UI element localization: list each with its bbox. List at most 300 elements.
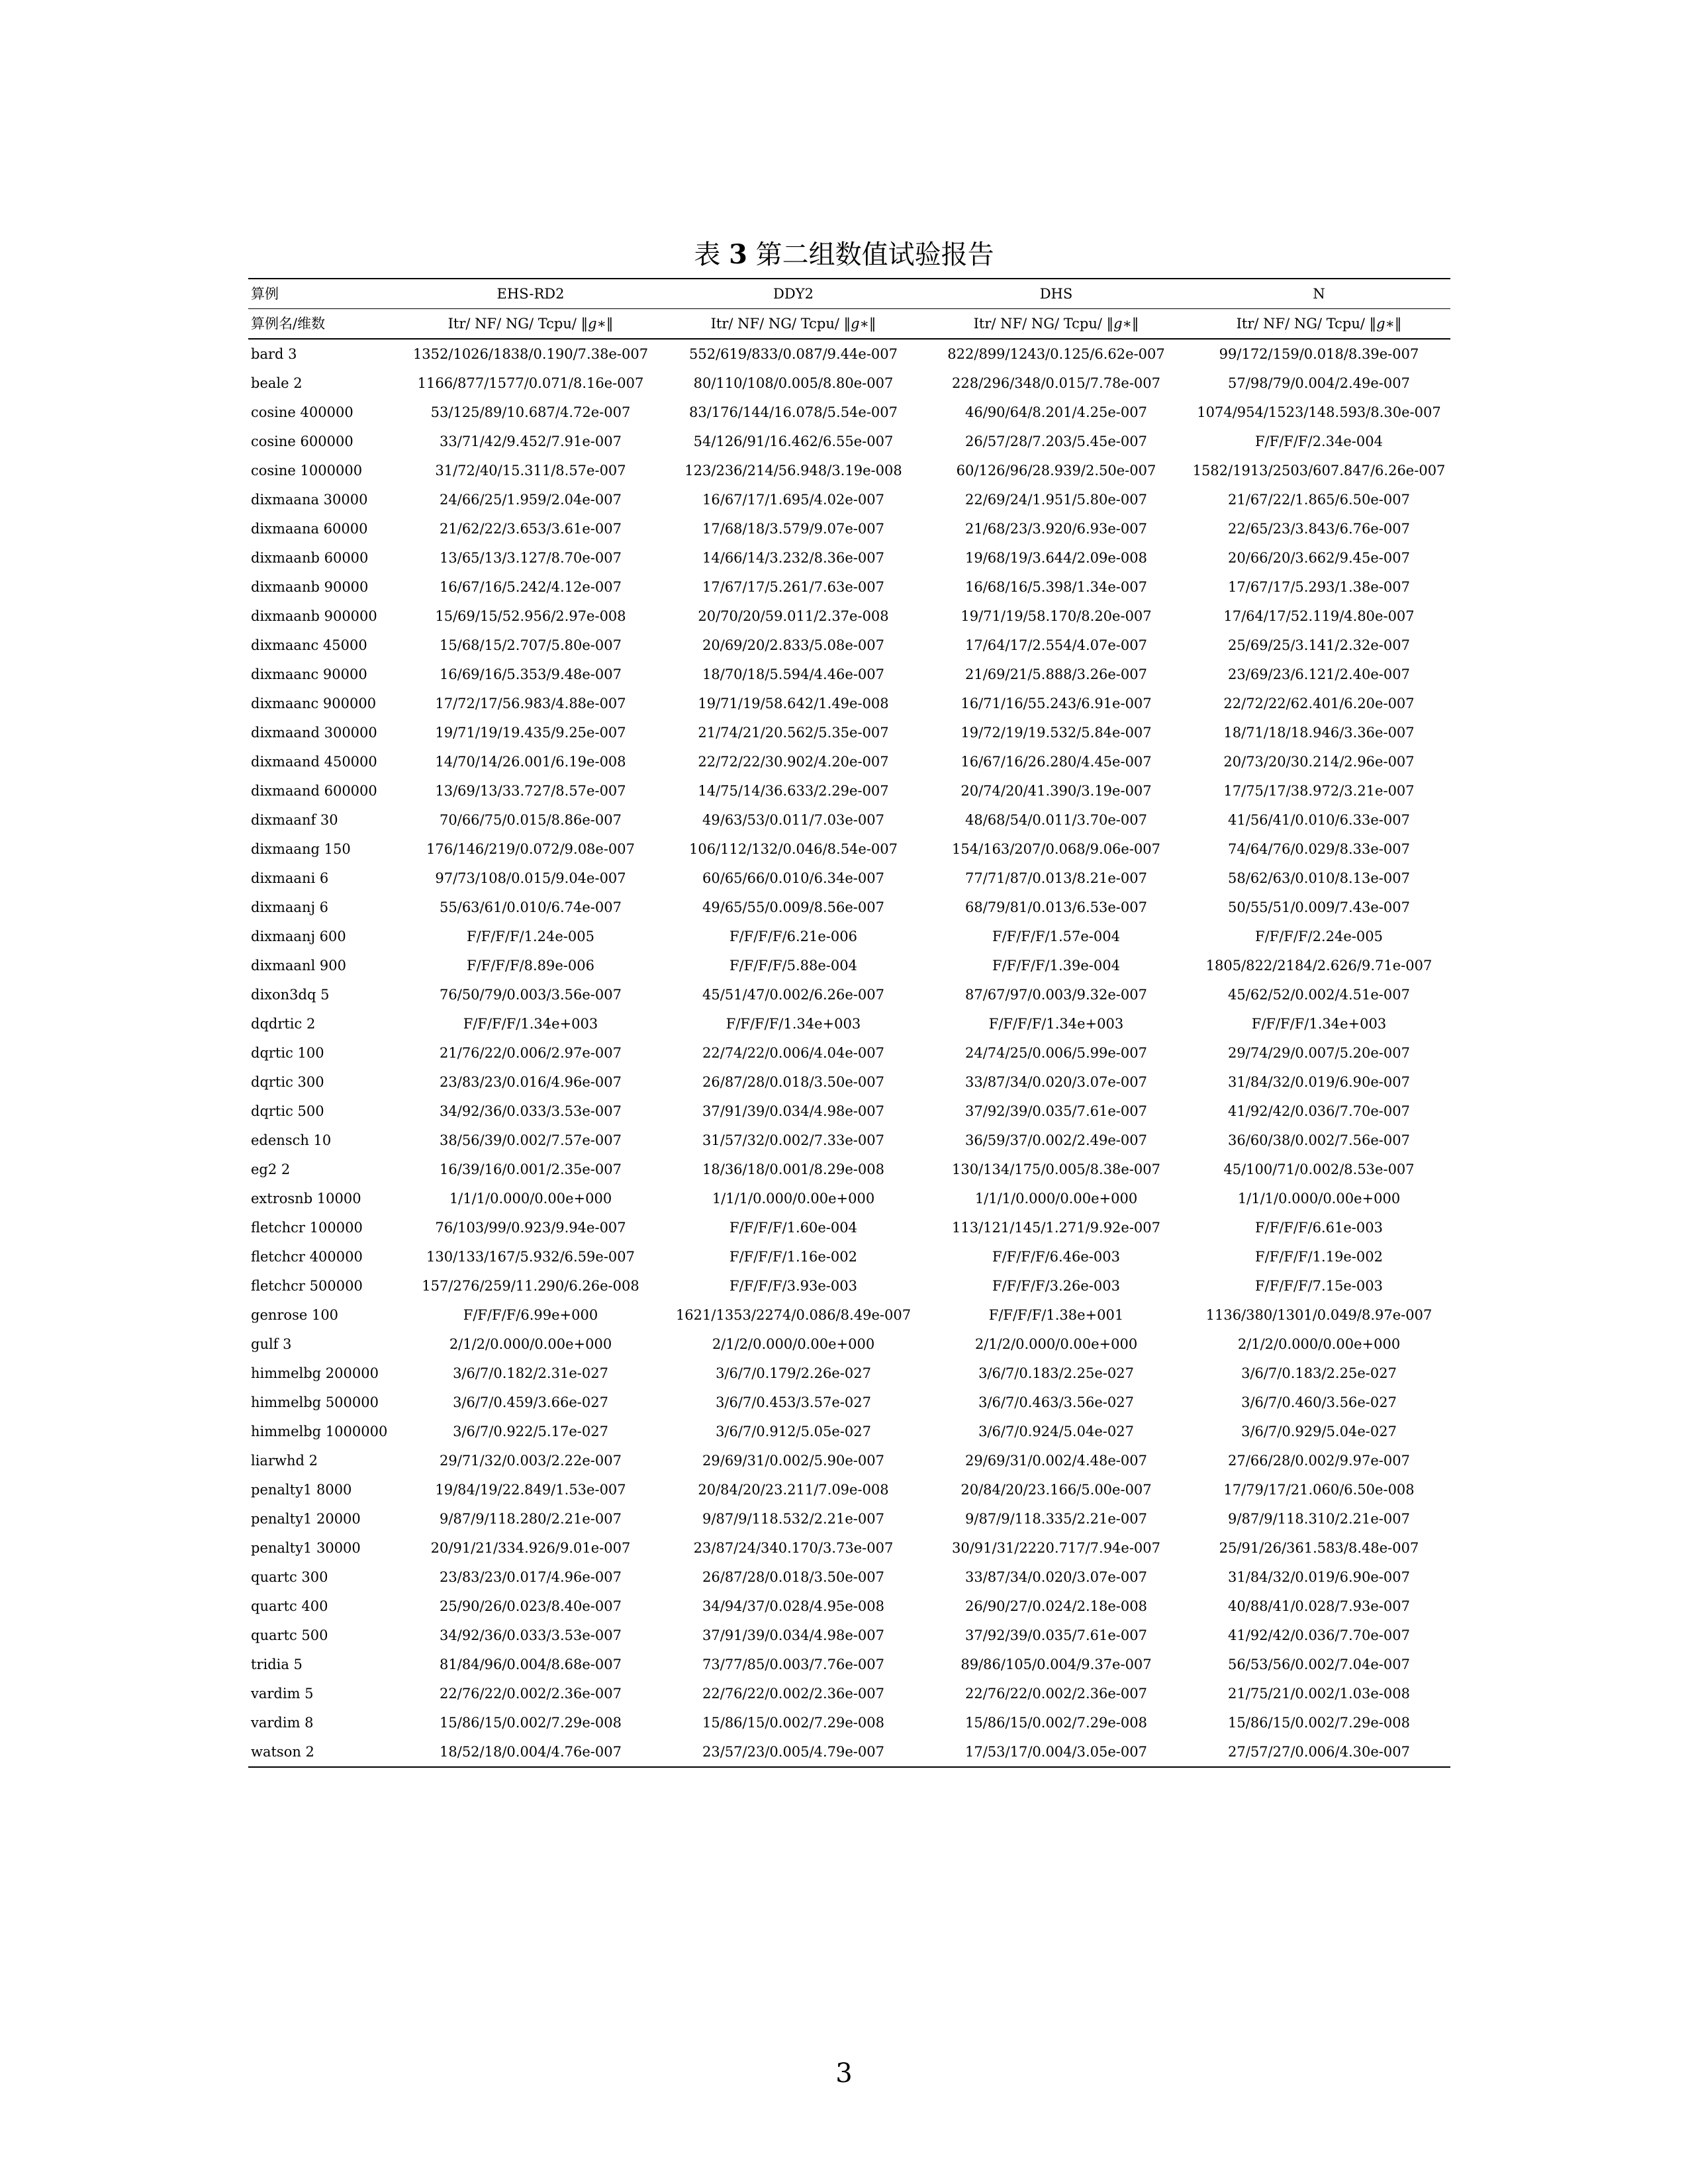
result-cell: F/F/F/F/1.34e+003 [463, 1016, 598, 1032]
result-cell: 56/53/56/0.002/7.04e-007 [1228, 1657, 1410, 1672]
results-table [248, 278, 1450, 1768]
table-row [248, 1621, 1450, 1650]
result-cell: 45/100/71/0.002/8.53e-007 [1223, 1161, 1415, 1177]
result-cell: 33/87/34/0.020/3.07e-007 [965, 1074, 1147, 1090]
header-row-metrics [248, 309, 1450, 340]
result-cell: 76/103/99/0.923/9.94e-007 [435, 1220, 626, 1236]
result-cell: 15/86/15/0.002/7.29e-008 [440, 1715, 622, 1731]
result-cell: 16/67/17/1.695/4.02e-007 [702, 492, 884, 508]
problem-name-cell: himmelbg 200000 [251, 1365, 379, 1381]
result-cell: 41/92/42/0.036/7.70e-007 [1228, 1103, 1410, 1119]
result-cell: 16/39/16/0.001/2.35e-007 [440, 1161, 622, 1177]
result-cell: 76/50/79/0.003/3.56e-007 [440, 987, 622, 1003]
result-cell: 822/899/1243/0.125/6.62e-007 [947, 346, 1165, 362]
table-row [248, 1708, 1450, 1737]
metric-prefix: Itr/ NF/ NG/ Tcpu/ [710, 316, 844, 332]
result-cell: 45/51/47/0.002/6.26e-007 [702, 987, 884, 1003]
result-cell: 21/69/21/5.888/3.26e-007 [965, 666, 1147, 682]
norm-symbol: ‖g∗‖ [1106, 316, 1139, 332]
result-cell: 16/71/16/55.243/6.91e-007 [961, 696, 1152, 711]
result-cell: 77/71/87/0.013/8.21e-007 [965, 870, 1147, 886]
result-cell: 22/76/22/0.002/2.36e-007 [440, 1686, 622, 1702]
result-cell: 18/52/18/0.004/4.76e-007 [399, 1737, 662, 1767]
header-cell-problem: 算例 [248, 279, 399, 309]
result-cell: 22/69/24/1.951/5.80e-007 [965, 492, 1147, 508]
table-row [248, 805, 1450, 835]
result-cell: F/F/F/F/6.46e-003 [992, 1249, 1120, 1265]
result-cell: 154/163/207/0.068/9.06e-007 [951, 841, 1161, 857]
problem-name-cell: quartc 400 [251, 1598, 328, 1614]
norm-symbol: ‖g∗‖ [581, 316, 614, 332]
table-row [248, 1504, 1450, 1533]
result-cell: 3/6/7/0.183/2.25e-027 [978, 1365, 1134, 1381]
result-cell: 15/86/15/0.002/7.29e-008 [702, 1715, 884, 1731]
result-cell: 3/6/7/0.182/2.31e-027 [453, 1365, 608, 1381]
result-cell: 23/69/23/6.121/2.40e-007 [1228, 666, 1410, 682]
result-cell: 1136/380/1301/0.049/8.97e-007 [1205, 1307, 1432, 1323]
result-cell: 14/75/14/36.633/2.29e-007 [698, 783, 889, 799]
result-cell: 19/84/19/22.849/1.53e-007 [435, 1482, 626, 1498]
result-cell: 19/71/19/58.642/1.49e-008 [698, 696, 889, 711]
result-cell: 2/1/2/0.000/0.00e+000 [974, 1336, 1138, 1352]
result-cell: F/F/F/F/1.39e-004 [992, 958, 1120, 974]
table-row [248, 1592, 1450, 1621]
table-row [248, 572, 1450, 602]
problem-name-cell: fletchcr 100000 [251, 1220, 363, 1236]
result-cell: 21/62/22/3.653/3.61e-007 [440, 521, 622, 537]
problem-name-cell: penalty1 20000 [251, 1511, 361, 1527]
header-cell-metrics [399, 309, 662, 340]
problem-name-cell: tridia 5 [251, 1657, 303, 1672]
table-row [248, 1679, 1450, 1708]
problem-name-cell: penalty1 8000 [251, 1482, 352, 1498]
result-cell: 80/110/108/0.005/8.80e-007 [693, 375, 894, 391]
problem-name-cell: extrosnb 10000 [251, 1191, 361, 1206]
result-cell: 20/66/20/3.662/9.45e-007 [1228, 550, 1410, 566]
result-cell: 15/86/15/0.002/7.29e-008 [965, 1715, 1147, 1731]
result-cell: 27/66/28/0.002/9.97e-007 [1228, 1453, 1410, 1469]
table-row [248, 1009, 1450, 1038]
result-cell: 3/6/7/0.459/3.66e-027 [453, 1394, 608, 1410]
problem-name-cell: quartc 500 [251, 1627, 328, 1643]
result-cell: 1/1/1/0.000/0.00e+000 [449, 1191, 612, 1206]
result-cell: 29/69/31/0.002/5.90e-007 [702, 1453, 884, 1469]
problem-name-cell: beale 2 [251, 375, 303, 391]
result-cell: 19/71/19/19.435/9.25e-007 [435, 725, 626, 741]
page-number: 3 [835, 2058, 853, 2089]
result-cell: 23/87/24/340.170/3.73e-007 [693, 1540, 894, 1556]
result-cell: 3/6/7/0.924/5.04e-027 [978, 1424, 1134, 1439]
problem-name-cell: penalty1 30000 [251, 1540, 361, 1556]
result-cell: 2/1/2/0.000/0.00e+000 [449, 1336, 612, 1352]
result-cell: 23/83/23/0.017/4.96e-007 [440, 1569, 622, 1585]
result-cell: 36/59/37/0.002/2.49e-007 [965, 1132, 1147, 1148]
result-cell: 18/71/18/18.946/3.36e-007 [1223, 725, 1415, 741]
result-cell: 83/176/144/16.078/5.54e-007 [688, 404, 898, 420]
problem-name-cell: dixmaanl 900 [251, 958, 346, 974]
result-cell: 17/72/17/56.983/4.88e-007 [435, 696, 626, 711]
problem-name-cell: dqdrtic 2 [251, 1016, 316, 1032]
result-cell: 26/57/28/7.203/5.45e-007 [965, 433, 1147, 449]
result-cell: 99/172/159/0.018/8.39e-007 [1219, 346, 1419, 362]
result-cell: 46/90/64/8.201/4.25e-007 [965, 404, 1147, 420]
problem-name-cell: dqrtic 500 [251, 1103, 324, 1119]
result-cell: F/F/F/F/8.89e-006 [467, 958, 594, 974]
problem-name-cell: dixmaand 450000 [251, 754, 377, 770]
result-cell: 53/125/89/10.687/4.72e-007 [430, 404, 631, 420]
result-cell: 9/87/9/118.280/2.21e-007 [440, 1511, 622, 1527]
table-row [248, 602, 1450, 631]
result-cell: 58/62/63/0.010/8.13e-007 [1228, 870, 1410, 886]
result-cell: 1805/822/2184/2.626/9.71e-007 [1205, 958, 1432, 974]
result-cell: 70/66/75/0.015/8.86e-007 [440, 812, 622, 828]
result-cell: 81/84/96/0.004/8.68e-007 [440, 1657, 622, 1672]
result-cell: 3/6/7/0.179/2.26e-027 [716, 1365, 871, 1381]
table-row [248, 893, 1450, 922]
header-cell-problem-dimension: 算例名/维数 [248, 309, 399, 340]
result-cell: 60/126/96/28.939/2.50e-007 [956, 463, 1156, 478]
table-row [248, 1388, 1450, 1417]
result-cell: F/F/F/F/2.24e-005 [1255, 929, 1383, 944]
header-row-methods [248, 279, 1450, 309]
table-row [248, 1184, 1450, 1213]
table-row [248, 1213, 1450, 1242]
table-row [248, 485, 1450, 514]
table-row [248, 1330, 1450, 1359]
table-row [248, 835, 1450, 864]
caption-title: 第二组数值试验报告 [755, 240, 994, 270]
result-cell: 20/91/21/334.926/9.01e-007 [430, 1540, 631, 1556]
problem-name-cell: dixmaana 60000 [251, 521, 368, 537]
table-row [248, 398, 1450, 427]
result-cell: 3/6/7/0.463/3.56e-027 [978, 1394, 1134, 1410]
result-cell: 16/67/16/5.242/4.12e-007 [440, 579, 622, 595]
result-cell: 16/68/16/5.398/1.34e-007 [965, 579, 1147, 595]
result-cell: 17/64/17/52.119/4.80e-007 [1223, 608, 1415, 624]
result-cell: F/F/F/F/3.26e-003 [992, 1278, 1120, 1294]
problem-name-cell: dixmaanb 90000 [251, 579, 369, 595]
problem-name-cell: dixmaang 150 [251, 841, 351, 857]
table-row [248, 922, 1450, 951]
result-cell: 15/86/15/0.002/7.29e-008 [1228, 1715, 1410, 1731]
result-cell: 3/6/7/0.460/3.56e-027 [1241, 1394, 1397, 1410]
table-row [248, 1155, 1450, 1184]
result-cell: 1/1/1/0.000/0.00e+000 [1237, 1191, 1401, 1206]
table-row [248, 543, 1450, 572]
caption-number: 3 [729, 239, 747, 270]
result-cell: 22/72/22/30.902/4.20e-007 [698, 754, 889, 770]
result-cell: 9/87/9/118.335/2.21e-007 [965, 1511, 1147, 1527]
problem-name-cell: genrose 100 [251, 1307, 339, 1323]
result-cell: 97/73/108/0.015/9.04e-007 [435, 870, 626, 886]
problem-name-cell: fletchcr 400000 [251, 1249, 363, 1265]
result-cell: F/F/F/F/1.24e-005 [467, 929, 594, 944]
caption-prefix: 表 [694, 240, 721, 270]
result-cell: 22/76/22/0.002/2.36e-007 [965, 1686, 1147, 1702]
result-cell: 130/133/167/5.932/6.59e-007 [426, 1249, 635, 1265]
result-cell: 40/88/41/0.028/7.93e-007 [1228, 1598, 1410, 1614]
problem-name-cell: dixmaanb 900000 [251, 608, 377, 624]
result-cell: 31/72/40/15.311/8.57e-007 [435, 463, 626, 478]
result-cell: 3/6/7/0.912/5.05e-027 [716, 1424, 871, 1439]
header-cell-metrics [662, 309, 925, 340]
table-row [248, 1650, 1450, 1679]
problem-name-cell: dixmaanc 45000 [251, 637, 367, 653]
header-cell-method: N [1188, 279, 1450, 309]
table-row [248, 339, 1450, 369]
result-cell: 1166/877/1577/0.071/8.16e-007 [417, 375, 644, 391]
result-cell: 1/1/1/0.000/0.00e+000 [974, 1191, 1138, 1206]
result-cell: 33/71/42/9.452/7.91e-007 [440, 433, 622, 449]
problem-name-cell: dixmaanj 6 [251, 899, 329, 915]
result-cell: 20/69/20/2.833/5.08e-007 [702, 637, 884, 653]
result-cell: 38/56/39/0.002/7.57e-007 [440, 1132, 622, 1148]
result-cell: 34/92/36/0.033/3.53e-007 [440, 1103, 622, 1119]
problem-name-cell: vardim 8 [251, 1715, 314, 1731]
table-row [248, 1533, 1450, 1563]
result-cell: 14/70/14/26.001/6.19e-008 [435, 754, 626, 770]
result-cell: 20/73/20/30.214/2.96e-007 [1223, 754, 1415, 770]
result-cell: 49/63/53/0.011/7.03e-007 [702, 812, 884, 828]
problem-name-cell: eg2 2 [251, 1161, 291, 1177]
result-cell: 31/84/32/0.019/6.90e-007 [1228, 1569, 1410, 1585]
result-cell: 18/70/18/5.594/4.46e-007 [702, 666, 884, 682]
metric-prefix: Itr/ NF/ NG/ Tcpu/ [447, 316, 581, 332]
result-cell: 130/134/175/0.005/8.38e-007 [951, 1161, 1161, 1177]
result-cell: 106/112/132/0.046/8.54e-007 [688, 841, 898, 857]
result-cell: 17/67/17/5.261/7.63e-007 [702, 579, 884, 595]
result-cell: 1582/1913/2503/607.847/6.26e-007 [1192, 463, 1446, 478]
result-cell: 21/68/23/3.920/6.93e-007 [965, 521, 1147, 537]
problem-name-cell: liarwhd 2 [251, 1453, 318, 1469]
table-row [248, 1563, 1450, 1592]
result-cell: 37/92/39/0.035/7.61e-007 [965, 1627, 1147, 1643]
result-cell: F/F/F/F/7.15e-003 [1255, 1278, 1383, 1294]
header-cell-method: EHS-RD2 [399, 279, 662, 309]
norm-symbol: ‖g∗‖ [1369, 316, 1402, 332]
result-cell: F/F/F/F/1.38e+001 [988, 1307, 1124, 1323]
result-cell: 25/90/26/0.023/8.40e-007 [440, 1598, 622, 1614]
result-cell: 26/87/28/0.018/3.50e-007 [702, 1074, 884, 1090]
result-cell: 3/6/7/0.183/2.25e-027 [1241, 1365, 1397, 1381]
metric-prefix: Itr/ NF/ NG/ Tcpu/ [973, 316, 1107, 332]
table-row [248, 1417, 1450, 1446]
problem-name-cell: dixmaani 6 [251, 870, 329, 886]
result-cell: F/F/F/F/5.88e-004 [729, 958, 857, 974]
table-row [248, 1126, 1450, 1155]
result-cell: 17/64/17/2.554/4.07e-007 [965, 637, 1147, 653]
result-cell: F/F/F/F/1.34e+003 [988, 1016, 1124, 1032]
result-cell: 20/70/20/59.011/2.37e-008 [698, 608, 889, 624]
table-row [248, 776, 1450, 805]
result-cell: 30/91/31/2220.717/7.94e-007 [951, 1540, 1161, 1556]
result-cell: 15/68/15/2.707/5.80e-007 [440, 637, 622, 653]
result-cell: F/F/F/F/1.19e-002 [1255, 1249, 1383, 1265]
problem-name-cell: edensch 10 [251, 1132, 332, 1148]
result-cell: 3/6/7/0.453/3.57e-027 [716, 1394, 871, 1410]
table-row [248, 718, 1450, 747]
result-cell: 49/65/55/0.009/8.56e-007 [702, 899, 884, 915]
result-cell: 73/77/85/0.003/7.76e-007 [702, 1657, 884, 1672]
result-cell: 21/67/22/1.865/6.50e-007 [1228, 492, 1410, 508]
result-cell: 20/74/20/41.390/3.19e-007 [961, 783, 1152, 799]
problem-name-cell: cosine 400000 [251, 404, 353, 420]
problem-name-cell: gulf 3 [251, 1336, 292, 1352]
result-cell: 25/69/25/3.141/2.32e-007 [1228, 637, 1410, 653]
table-row [248, 1271, 1450, 1300]
result-cell: 29/74/29/0.007/5.20e-007 [1228, 1045, 1410, 1061]
problem-name-cell: dixmaana 30000 [251, 492, 368, 508]
result-cell: 23/83/23/0.016/4.96e-007 [440, 1074, 622, 1090]
table-row [248, 514, 1450, 543]
result-cell: 21/75/21/0.002/1.03e-008 [1228, 1686, 1410, 1702]
table-row [248, 1242, 1450, 1271]
table-row [248, 1475, 1450, 1504]
result-cell: 74/64/76/0.029/8.33e-007 [1228, 841, 1410, 857]
result-cell: 176/146/219/0.072/9.08e-007 [426, 841, 635, 857]
result-cell: 48/68/54/0.011/3.70e-007 [965, 812, 1147, 828]
result-cell: 24/66/25/1.959/2.04e-007 [440, 492, 622, 508]
table-row [248, 456, 1450, 485]
problem-name-cell: dixon3dq 5 [251, 987, 330, 1003]
result-cell: 1/1/1/0.000/0.00e+000 [712, 1191, 875, 1206]
result-cell: 2/1/2/0.000/0.00e+000 [1237, 1336, 1401, 1352]
table-row [248, 1446, 1450, 1475]
problem-name-cell: himmelbg 500000 [251, 1394, 379, 1410]
problem-name-cell: dqrtic 100 [251, 1045, 324, 1061]
table-row [248, 369, 1450, 398]
header-cell-method: DHS [925, 279, 1188, 309]
result-cell: 18/36/18/0.001/8.29e-008 [702, 1161, 884, 1177]
result-cell: 1074/954/1523/148.593/8.30e-007 [1197, 404, 1441, 420]
result-cell: 89/86/105/0.004/9.37e-007 [961, 1657, 1152, 1672]
result-cell: 16/69/16/5.353/9.48e-007 [440, 666, 622, 682]
result-cell: 23/57/23/0.005/4.79e-007 [662, 1737, 925, 1767]
result-cell: 123/236/214/56.948/3.19e-008 [684, 463, 902, 478]
problem-name-cell: dixmaanb 60000 [251, 550, 369, 566]
problem-name-cell: vardim 5 [251, 1686, 314, 1702]
result-cell: 60/65/66/0.010/6.34e-007 [702, 870, 884, 886]
problem-name-cell: dixmaanj 600 [251, 929, 346, 944]
result-cell: 41/56/41/0.010/6.33e-007 [1228, 812, 1410, 828]
result-cell: F/F/F/F/6.61e-003 [1255, 1220, 1383, 1236]
table-row [248, 864, 1450, 893]
header-cell-method: DDY2 [662, 279, 925, 309]
result-cell: 17/53/17/0.004/3.05e-007 [925, 1737, 1188, 1767]
result-cell: 50/55/51/0.009/7.43e-007 [1228, 899, 1410, 915]
result-cell: 22/74/22/0.006/4.04e-007 [702, 1045, 884, 1061]
result-cell: 228/296/348/0.015/7.78e-007 [951, 375, 1161, 391]
result-cell: 26/87/28/0.018/3.50e-007 [702, 1569, 884, 1585]
result-cell: 3/6/7/0.922/5.17e-027 [453, 1424, 608, 1439]
table-row [248, 1737, 1450, 1767]
result-cell: F/F/F/F/1.34e+003 [1251, 1016, 1387, 1032]
table-row [248, 951, 1450, 980]
metric-prefix: Itr/ NF/ NG/ Tcpu/ [1236, 316, 1370, 332]
result-cell: 13/65/13/3.127/8.70e-007 [440, 550, 622, 566]
result-cell: 17/75/17/38.972/3.21e-007 [1223, 783, 1415, 799]
result-cell: 3/6/7/0.929/5.04e-027 [1241, 1424, 1397, 1439]
result-cell: F/F/F/F/3.93e-003 [729, 1278, 857, 1294]
result-cell: 17/79/17/21.060/6.50e-008 [1223, 1482, 1415, 1498]
result-cell: 20/84/20/23.211/7.09e-008 [698, 1482, 889, 1498]
result-cell: 157/276/259/11.290/6.26e-008 [422, 1278, 639, 1294]
problem-name-cell: bard 3 [251, 346, 297, 362]
problem-name-cell: dqrtic 300 [251, 1074, 324, 1090]
problem-name-cell: quartc 300 [251, 1569, 328, 1585]
problem-name-cell: dixmaand 600000 [251, 783, 377, 799]
result-cell: 13/69/13/33.727/8.57e-007 [435, 783, 626, 799]
result-cell: 1352/1026/1838/0.190/7.38e-007 [412, 346, 649, 362]
result-cell: F/F/F/F/1.34e+003 [726, 1016, 861, 1032]
result-cell: 17/67/17/5.293/1.38e-007 [1228, 579, 1410, 595]
result-cell: F/F/F/F/2.34e-004 [1255, 433, 1383, 449]
result-cell: 45/62/52/0.002/4.51e-007 [1228, 987, 1410, 1003]
problem-name-cell: dixmaanc 90000 [251, 666, 367, 682]
result-cell: 37/91/39/0.034/4.98e-007 [702, 1103, 884, 1119]
result-cell: 24/74/25/0.006/5.99e-007 [965, 1045, 1147, 1061]
result-cell: F/F/F/F/1.57e-004 [992, 929, 1120, 944]
result-cell: 29/71/32/0.003/2.22e-007 [440, 1453, 622, 1469]
result-cell: F/F/F/F/1.60e-004 [729, 1220, 857, 1236]
result-cell: 22/72/22/62.401/6.20e-007 [1223, 696, 1415, 711]
result-cell: F/F/F/F/6.21e-006 [729, 929, 857, 944]
table-body [248, 339, 1450, 1767]
result-cell: 31/84/32/0.019/6.90e-007 [1228, 1074, 1410, 1090]
result-cell: 87/67/97/0.003/9.32e-007 [965, 987, 1147, 1003]
table-row [248, 980, 1450, 1009]
result-cell: 36/60/38/0.002/7.56e-007 [1228, 1132, 1410, 1148]
result-cell: 54/126/91/16.462/6.55e-007 [693, 433, 894, 449]
table-row [248, 689, 1450, 718]
result-cell: 37/91/39/0.034/4.98e-007 [702, 1627, 884, 1643]
result-cell: 1621/1353/2274/0.086/8.49e-007 [675, 1307, 912, 1323]
result-cell: 22/65/23/3.843/6.76e-007 [1228, 521, 1410, 537]
problem-name-cell: fletchcr 500000 [251, 1278, 363, 1294]
norm-symbol: ‖g∗‖ [843, 316, 876, 332]
result-cell: 19/68/19/3.644/2.09e-008 [965, 550, 1147, 566]
result-cell: 68/79/81/0.013/6.53e-007 [965, 899, 1147, 915]
result-cell: 37/92/39/0.035/7.61e-007 [965, 1103, 1147, 1119]
result-cell: 9/87/9/118.532/2.21e-007 [702, 1511, 884, 1527]
result-cell: 41/92/42/0.036/7.70e-007 [1228, 1627, 1410, 1643]
result-cell: 22/76/22/0.002/2.36e-007 [702, 1686, 884, 1702]
result-cell: F/F/F/F/1.16e-002 [729, 1249, 857, 1265]
result-cell: 25/91/26/361.583/8.48e-007 [1219, 1540, 1419, 1556]
problem-name-cell: watson 2 [248, 1737, 399, 1767]
result-cell: 27/57/27/0.006/4.30e-007 [1188, 1737, 1450, 1767]
result-cell: 19/71/19/58.170/8.20e-007 [961, 608, 1152, 624]
result-cell: 552/619/833/0.087/9.44e-007 [688, 346, 898, 362]
problem-name-cell: dixmaanf 30 [251, 812, 338, 828]
problem-name-cell: dixmaanc 900000 [251, 696, 377, 711]
result-cell: 55/63/61/0.010/6.74e-007 [440, 899, 622, 915]
result-cell: 15/69/15/52.956/2.97e-008 [435, 608, 626, 624]
problem-name-cell: himmelbg 1000000 [251, 1424, 388, 1439]
table-row [248, 660, 1450, 689]
table-row [248, 747, 1450, 776]
problem-name-cell: cosine 1000000 [251, 463, 363, 478]
result-cell: 33/87/34/0.020/3.07e-007 [965, 1569, 1147, 1585]
result-cell: 21/76/22/0.006/2.97e-007 [440, 1045, 622, 1061]
problem-name-cell: cosine 600000 [251, 433, 353, 449]
problem-name-cell: dixmaand 300000 [251, 725, 377, 741]
result-cell: 31/57/32/0.002/7.33e-007 [702, 1132, 884, 1148]
table-row [248, 1359, 1450, 1388]
table-row [248, 1097, 1450, 1126]
result-cell: 29/69/31/0.002/4.48e-007 [965, 1453, 1147, 1469]
result-cell: 21/74/21/20.562/5.35e-007 [698, 725, 889, 741]
